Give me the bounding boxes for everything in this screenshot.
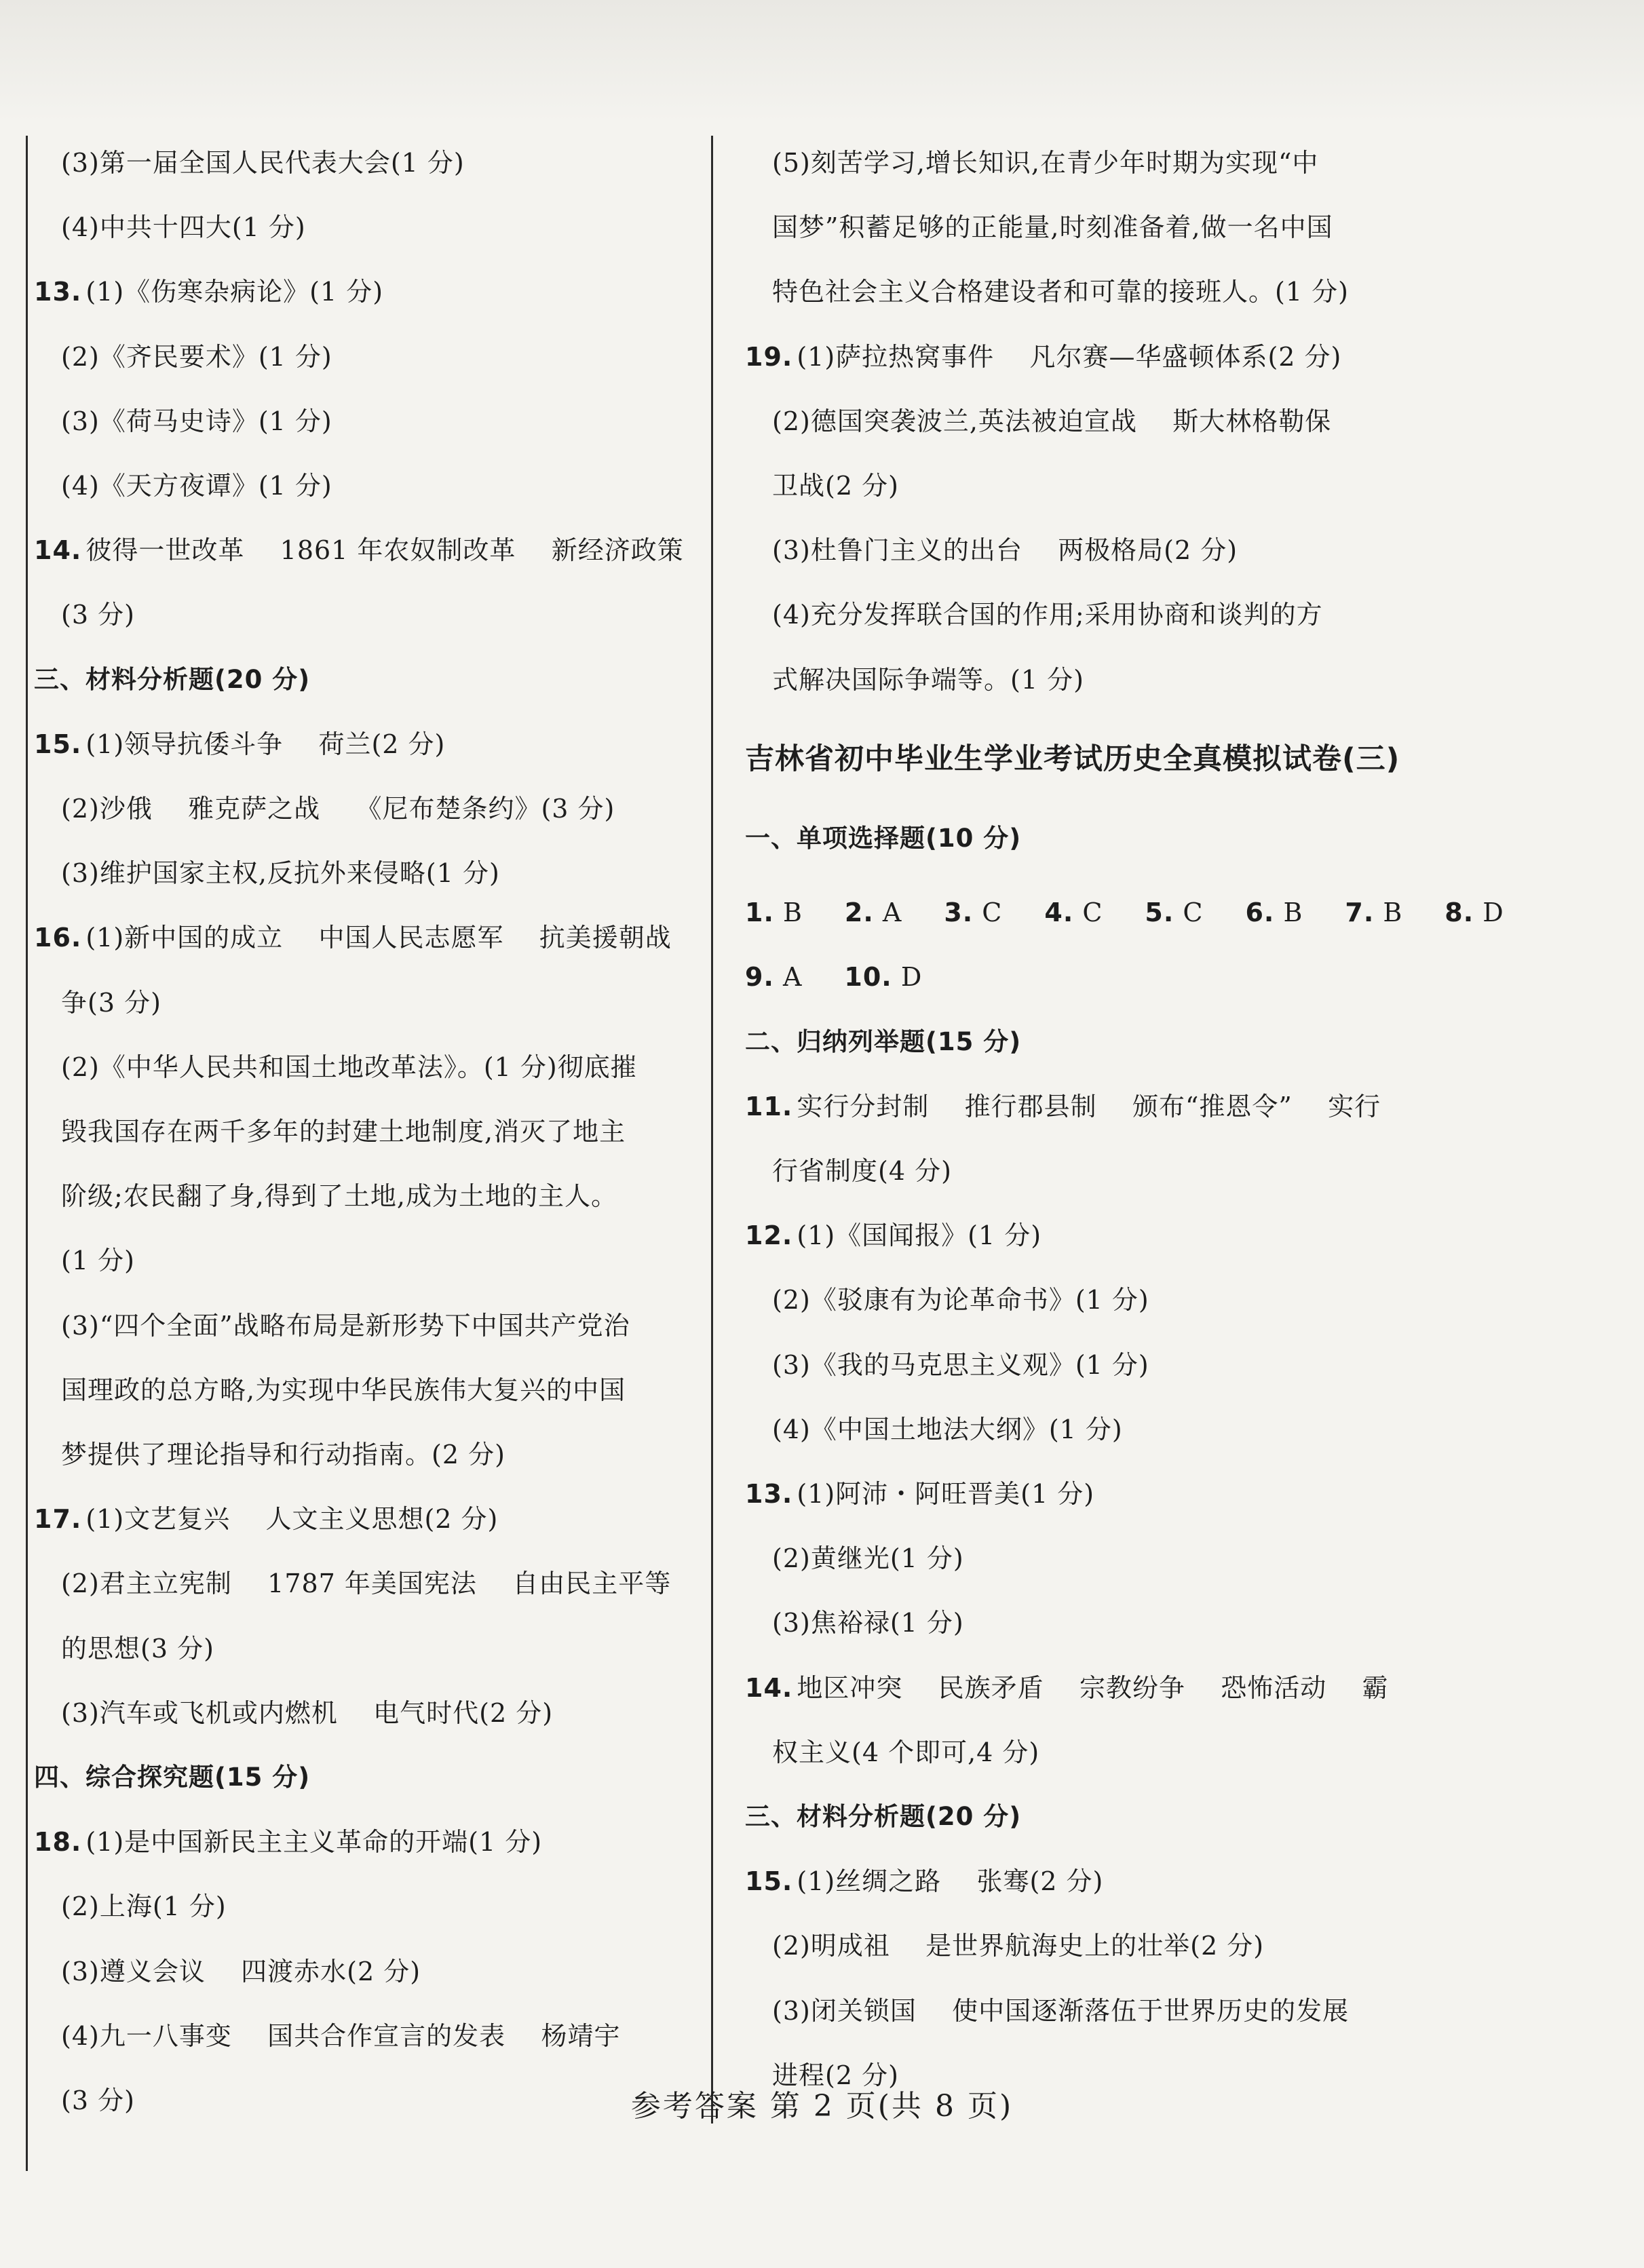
question-number: 15. — [745, 1866, 793, 1897]
answer-text: 国梦”积蓄足够的正能量,时刻准备着,做一名中国 — [772, 212, 1333, 243]
choice-answer: A — [873, 898, 902, 928]
choice-answer-row — [745, 895, 1546, 930]
exam-title-text: 吉林省初中毕业生学业考试历史全真模拟试卷(三) — [745, 742, 1400, 776]
answer-text: (2)德国突袭波兰,英法被迫宣战 斯大林格勒保 — [772, 406, 1332, 436]
answer-text: (3)第一届全国人民代表大会(1 分) — [61, 148, 465, 178]
question-answer — [745, 1089, 1381, 1124]
answer-text: (1)领导抗倭斗争 荷兰(2 分) — [85, 729, 446, 759]
answer-text: (2)《齐民要术》(1 分) — [61, 341, 332, 372]
answer-text: (2)君主立宪制 1787 年美国宪法 自由民主平等 — [61, 1569, 672, 1599]
answer-text: (4)《天方夜谭》(1 分) — [61, 471, 332, 501]
choice-answer: D — [892, 962, 923, 993]
answer-text: (4)九一八事变 国共合作宣言的发表 杨靖宇 — [61, 2020, 621, 2051]
answer-line — [61, 856, 500, 891]
answer-line — [61, 1308, 630, 1343]
answer-line — [61, 145, 465, 180]
answer-line — [772, 145, 1318, 180]
answer-line — [61, 210, 306, 245]
page-footer: 参考答案 第 2 页(共 8 页) — [630, 2089, 1014, 2123]
answer-text: (5)刻苦学习,增长知识,在青少年时期为实现“中 — [772, 148, 1319, 178]
choice-answer: C — [1174, 898, 1204, 928]
answer-text: (2)《中华人民共和国土地改革法》。(1 分)彻底摧 — [61, 1052, 637, 1082]
question-number: 5. — [1145, 898, 1174, 928]
question-number: 8. — [1445, 898, 1474, 928]
question-number: 16. — [34, 923, 82, 953]
answer-line — [61, 2018, 620, 2054]
answer-text: (4)中共十四大(1 分) — [61, 212, 306, 243]
answer-text: (3)焦裕禄(1 分) — [772, 1608, 964, 1638]
question-number: 18. — [34, 1827, 82, 1858]
answer-line — [61, 1114, 626, 1149]
answer-text: 梦提供了理论指导和行动指南。(2 分) — [61, 1440, 505, 1469]
answer-text: (1 分) — [61, 1246, 135, 1276]
question-number: 4. — [1044, 898, 1074, 928]
answer-text: (1)阿沛・阿旺晋美(1 分) — [797, 1479, 1095, 1509]
answer-line — [772, 1153, 952, 1189]
answer-text: 卫战(2 分) — [772, 471, 899, 501]
answer-text: (1)文艺复兴 人文主义思想(2 分) — [85, 1504, 499, 1535]
answer-text: (3)《荷马史诗》(1 分) — [61, 406, 332, 436]
question-number: 14. — [745, 1672, 793, 1703]
answer-text: 的思想(3 分) — [61, 1633, 214, 1664]
answer-text: (3)《我的马克思主义观》(1 分) — [772, 1349, 1149, 1380]
answer-text: 特色社会主义合格建设者和可靠的接班人。(1 分) — [772, 277, 1349, 307]
answer-text: (3)闭关锁国 使中国逐渐落伍于世界历史的发展 — [772, 1995, 1350, 2026]
answer-line — [772, 274, 1349, 309]
section-title-text: 一、单项选择题(10 分) — [745, 824, 1022, 853]
answer-text: (1)新中国的成立 中国人民志愿军 抗美援朝战 — [85, 923, 672, 953]
question-number: 6. — [1245, 898, 1275, 928]
answer-line — [772, 662, 1084, 697]
answer-text: (3 分) — [61, 600, 135, 630]
answer-line — [61, 1050, 637, 1085]
left-margin-rule — [26, 136, 28, 2171]
question-number: 2. — [844, 898, 874, 928]
column-divider — [711, 136, 713, 2123]
section-title — [745, 1024, 1021, 1060]
answer-line — [772, 597, 1323, 632]
answer-line — [772, 404, 1331, 439]
answer-line — [772, 1735, 1039, 1770]
answer-line — [61, 1372, 626, 1408]
answer-text: 毁我国存在两千多年的封建土地制度,消灭了地主 — [61, 1117, 626, 1147]
answer-line — [61, 1566, 671, 1601]
exam-title — [745, 742, 1400, 777]
answer-line — [61, 404, 332, 439]
answer-text: (2)上海(1 分) — [61, 1891, 227, 1922]
answer-text: (3 分) — [61, 2086, 135, 2115]
question-number: 15. — [34, 729, 82, 759]
answer-text: (3)“四个全面”战略布局是新形势下中国共产党治 — [61, 1310, 630, 1341]
answer-text: (3)遵义会议 四渡赤水(2 分) — [61, 1956, 421, 1986]
answer-line — [61, 1243, 135, 1278]
choice-answer: D — [1474, 898, 1504, 928]
answer-line — [61, 1631, 214, 1666]
choice-answer: B — [1274, 898, 1303, 928]
question-number: 19. — [745, 341, 793, 372]
answer-line — [772, 1993, 1349, 2029]
question-answer — [745, 339, 1341, 374]
answer-text: 进程(2 分) — [772, 2060, 899, 2090]
choice-answer: A — [773, 962, 803, 993]
answer-text: (1)萨拉热窝事件 凡尔赛—华盛顿体系(2 分) — [797, 341, 1342, 372]
question-number: 14. — [34, 535, 82, 566]
answer-text: (1)丝绸之路 张骞(2 分) — [797, 1866, 1104, 1897]
question-answer — [745, 1864, 1103, 1899]
answer-text: 实行分封制 推行郡县制 颁布“推恩令” 实行 — [797, 1091, 1381, 1121]
question-number: 13. — [34, 277, 82, 307]
question-number: 10. — [844, 962, 892, 993]
answer-text: 式解决国际争端等。(1 分) — [772, 664, 1084, 695]
answer-text: 国理政的总方略,为实现中华民族伟大复兴的中国 — [61, 1375, 626, 1405]
answer-line — [772, 1605, 964, 1640]
section-title-text: 四、综合探究题(15 分) — [34, 1763, 311, 1792]
section-title-text: 二、归纳列举题(15 分) — [745, 1026, 1022, 1056]
section-title — [745, 821, 1021, 856]
answer-text: (2)黄继光(1 分) — [772, 1543, 964, 1574]
question-answer — [34, 920, 672, 955]
question-number: 11. — [745, 1091, 793, 1121]
scan-background — [0, 0, 1644, 122]
answer-line — [61, 1954, 421, 1989]
choice-answer: C — [973, 898, 1003, 928]
question-answer — [745, 1670, 1389, 1706]
question-number: 17. — [34, 1504, 82, 1535]
answer-line — [61, 468, 332, 503]
answer-line — [772, 533, 1238, 568]
choice-answer: C — [1073, 898, 1103, 928]
choice-answer: B — [773, 898, 803, 928]
answer-text: 权主义(4 个即可,4 分) — [772, 1737, 1040, 1767]
question-answer — [745, 1218, 1041, 1253]
question-number: 9. — [745, 962, 774, 993]
answer-line — [61, 1695, 553, 1731]
answer-text: 阶级;农民翻了身,得到了土地,成为土地的主人。 — [61, 1181, 617, 1212]
section-title-text: 三、材料分析题(20 分) — [745, 1802, 1022, 1831]
answer-line — [61, 791, 615, 826]
question-number: 12. — [745, 1221, 793, 1251]
question-answer — [745, 1476, 1094, 1512]
answer-line — [772, 210, 1333, 245]
answer-line — [61, 597, 135, 632]
answer-text: 行省制度(4 分) — [772, 1156, 952, 1186]
answer-text: 彼得一世改革 1861 年农奴制改革 新经济政策 — [85, 535, 684, 566]
answer-text: 争(3 分) — [61, 987, 161, 1018]
question-number: 1. — [745, 898, 774, 928]
answer-line — [61, 985, 161, 1020]
answer-text: (4)《中国土地法大纲》(1 分) — [772, 1414, 1123, 1444]
question-answer — [34, 727, 445, 762]
answer-line — [61, 1178, 617, 1214]
answer-line — [772, 1541, 964, 1576]
answer-text: (2)沙俄 雅克萨之战 《尼布楚条约》(3 分) — [61, 794, 615, 824]
answer-text: (3)维护国家主权,反抗外来侵略(1 分) — [61, 858, 500, 889]
answer-text: 地区冲突 民族矛盾 宗教纷争 恐怖活动 霸 — [797, 1672, 1389, 1703]
answer-line — [772, 468, 899, 503]
answer-line — [772, 1347, 1149, 1383]
question-answer — [34, 1501, 498, 1537]
question-answer — [34, 533, 684, 568]
answer-text: (1)是中国新民主主义革命的开端(1 分) — [85, 1827, 543, 1858]
answer-text: (2)《驳康有为论革命书》(1 分) — [772, 1285, 1149, 1315]
answer-line — [772, 1928, 1264, 1963]
question-answer — [34, 274, 383, 309]
answer-line — [772, 1282, 1149, 1318]
answer-line — [772, 1412, 1123, 1447]
section-title — [34, 1760, 310, 1795]
question-number: 3. — [944, 898, 974, 928]
question-number: 13. — [745, 1479, 793, 1509]
answer-line — [61, 339, 332, 374]
section-title — [34, 662, 310, 697]
question-number: 7. — [1345, 898, 1375, 928]
answer-text: (3)杜鲁门主义的出台 两极格局(2 分) — [772, 535, 1238, 566]
choice-answer: B — [1374, 898, 1403, 928]
section-title — [745, 1799, 1021, 1834]
answer-text: (2)明成祖 是世界航海史上的壮举(2 分) — [772, 1931, 1265, 1961]
answer-text: (4)充分发挥联合国的作用;采用协商和谈判的方 — [772, 600, 1323, 630]
section-title-text: 三、材料分析题(20 分) — [34, 664, 311, 694]
choice-answer-row — [745, 959, 964, 995]
answer-line — [61, 1437, 505, 1472]
answer-line — [61, 1889, 227, 1924]
question-answer — [34, 1824, 542, 1860]
answer-text: (1)《国闻报》(1 分) — [797, 1221, 1042, 1251]
answer-text: (1)《伤寒杂病论》(1 分) — [85, 277, 384, 307]
answer-text: (3)汽车或飞机或内燃机 电气时代(2 分) — [61, 1697, 554, 1728]
